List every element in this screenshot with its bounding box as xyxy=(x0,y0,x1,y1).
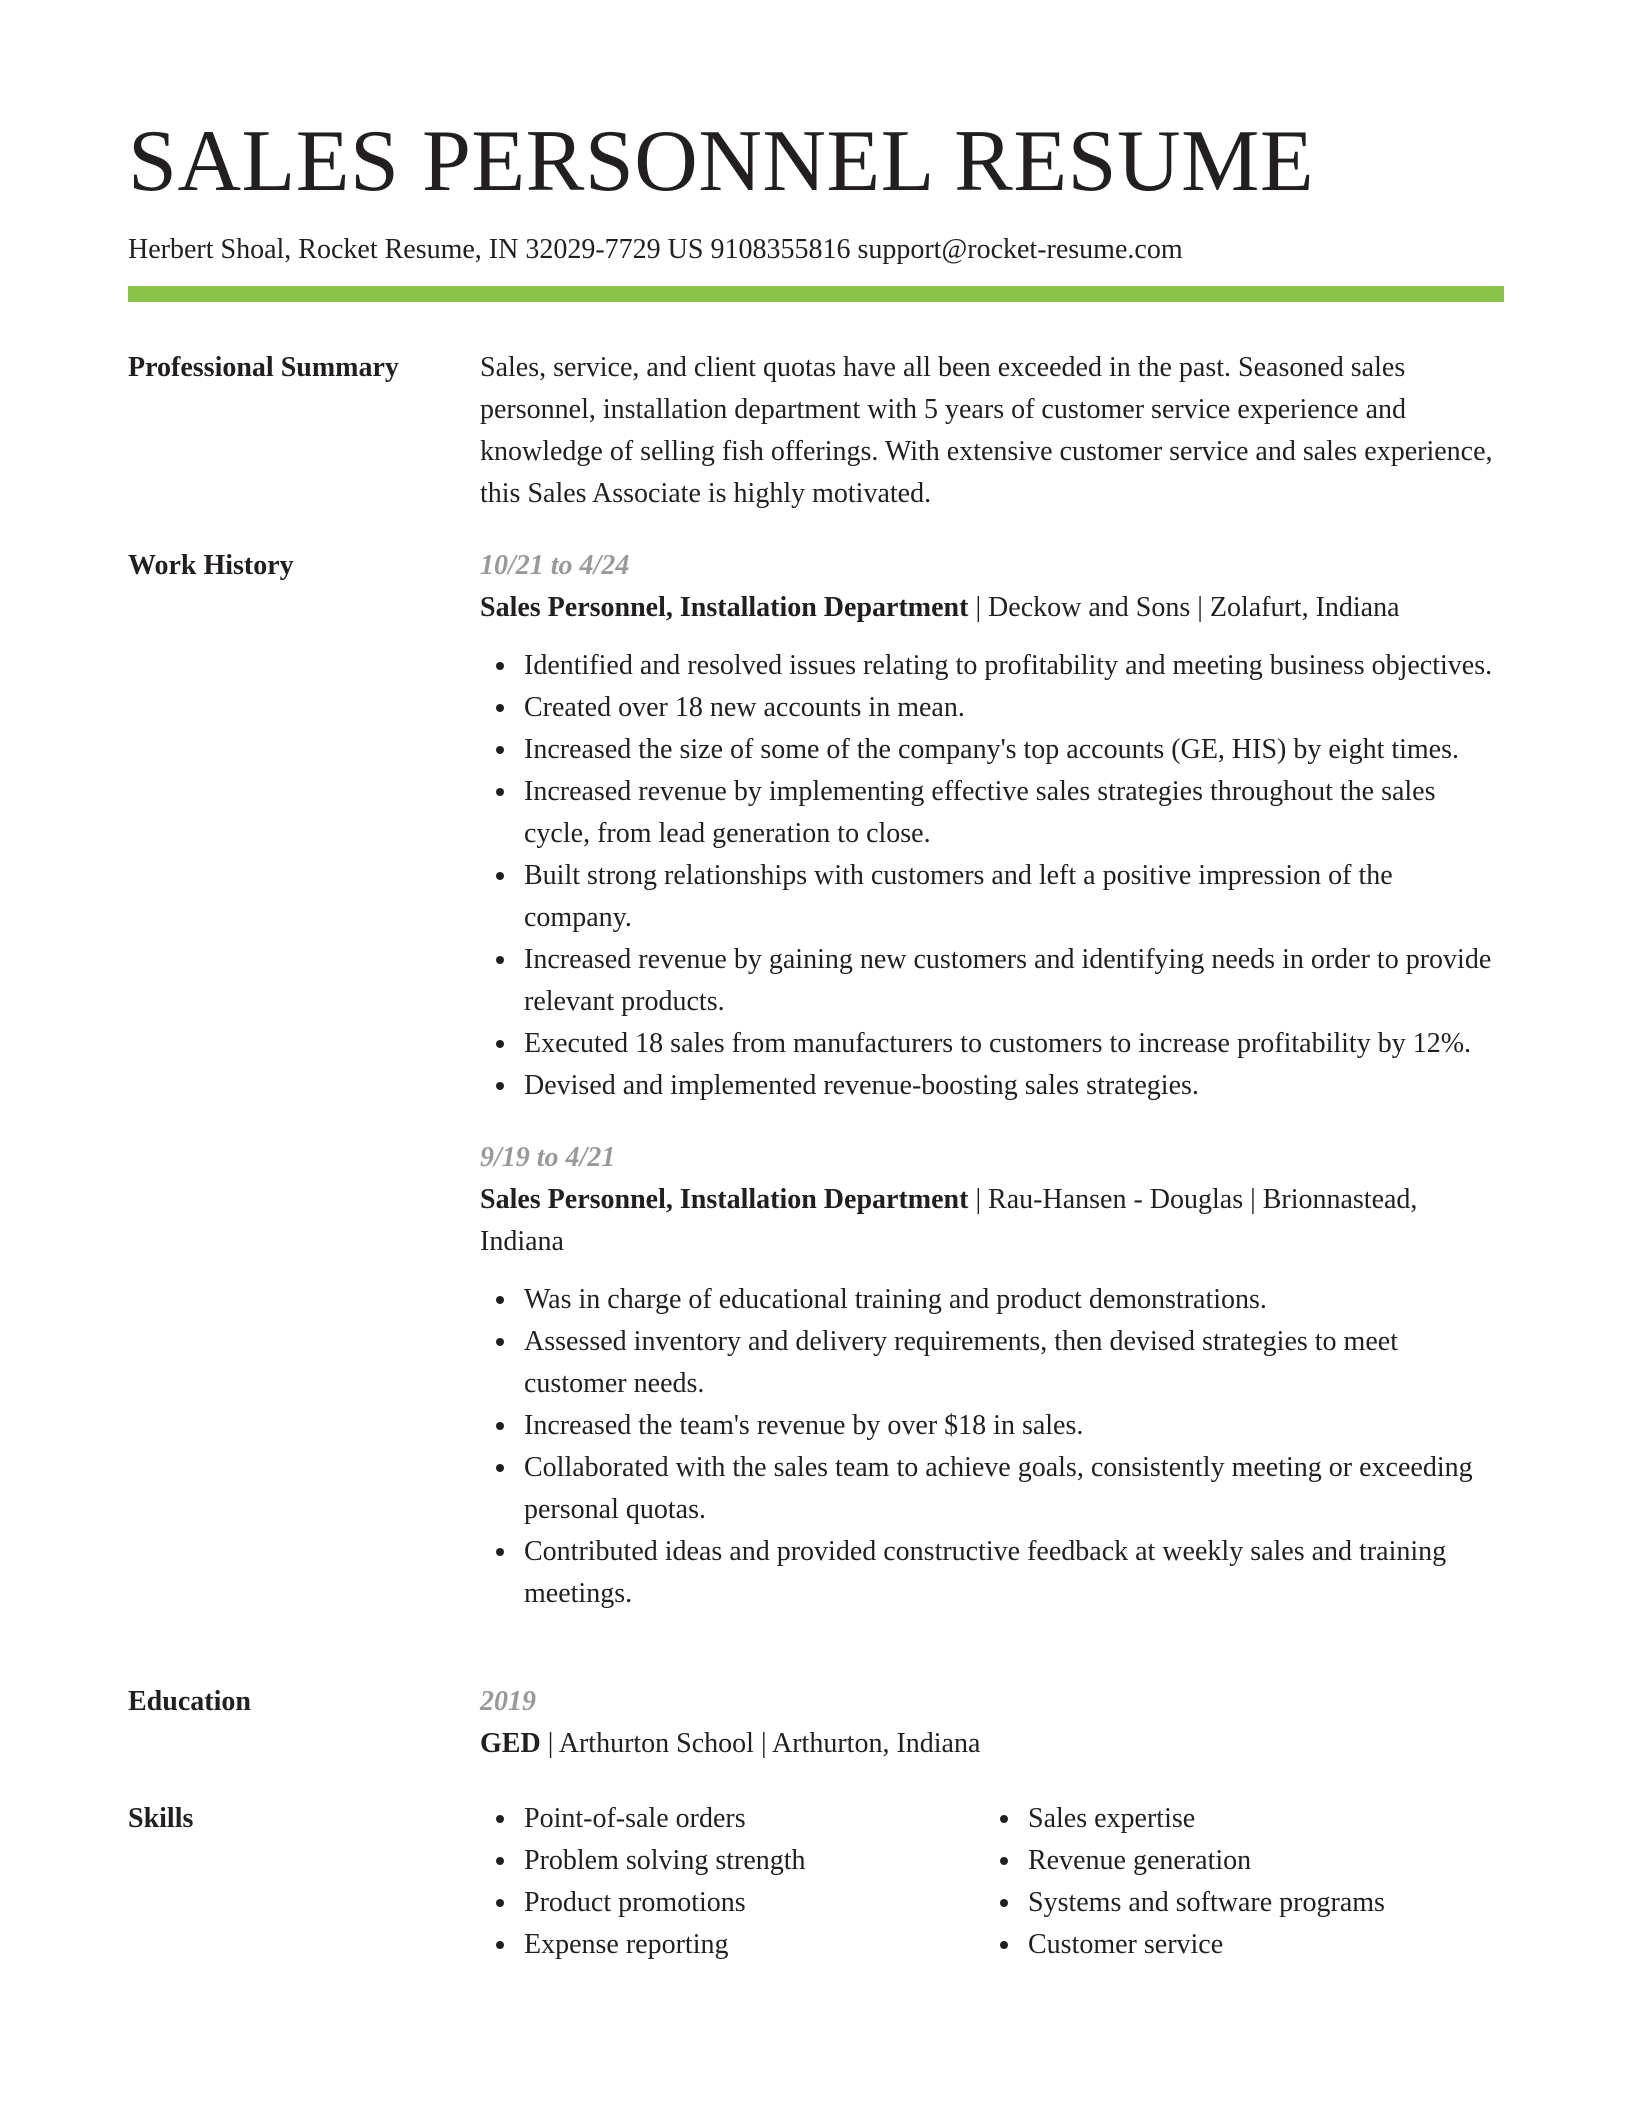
job-bullet-list xyxy=(480,645,1504,1107)
accent-divider xyxy=(128,286,1504,302)
job-heading xyxy=(480,1179,1504,1263)
job-employer-location: | Rau-Hansen - Douglas | Brionnastead, Indiana xyxy=(480,1184,1418,1257)
work-history-label: Work History xyxy=(128,550,294,581)
summary-text: Sales, service, and client quotas have all been exceeded in the past. Seasoned sales personnel, installation department with 5 years of customer service experience and knowledge of selling fish offerings. With extensive customer service and sales experience, this Sales Associate is highly motivated. xyxy=(480,352,1493,509)
job-heading xyxy=(480,587,1504,629)
resume-title: SALES PERSONNEL RESUME xyxy=(128,113,1315,210)
job-bullet: Increased revenue by implementing effective sales strategies throughout the sales cycle, from lead generation to close. xyxy=(524,771,1504,855)
summary-body xyxy=(480,347,1504,515)
skills-column-right xyxy=(984,1798,1488,1966)
job-bullet: Increased the team's revenue by over $18 in sales. xyxy=(524,1405,1504,1447)
skills-column-left xyxy=(480,1798,984,1966)
job-bullet: Contributed ideas and provided constructive feedback at weekly sales and training meetings. xyxy=(524,1531,1504,1615)
job-title: Sales Personnel, Installation Department xyxy=(480,592,969,623)
job-bullet: Collaborated with the sales team to achieve goals, consistently meeting or exceeding personal quotas. xyxy=(524,1447,1504,1531)
education-school-location: | Arthurton School | Arthurton, Indiana xyxy=(540,1728,981,1759)
job-entry xyxy=(480,545,1504,1107)
job-bullet-list xyxy=(480,1279,1504,1615)
skills-list xyxy=(480,1798,984,1966)
education-year: 2019 xyxy=(480,1686,536,1717)
job-dates: 10/21 to 4/24 xyxy=(480,550,630,581)
education-label: Education xyxy=(128,1686,251,1717)
skill-item: Systems and software programs xyxy=(1028,1882,1488,1924)
job-title: Sales Personnel, Installation Department xyxy=(480,1184,969,1215)
job-dates: 9/19 to 4/21 xyxy=(480,1142,616,1173)
job-bullet: Built strong relationships with customers and left a positive impression of the company. xyxy=(524,855,1504,939)
skill-item: Problem solving strength xyxy=(524,1840,984,1882)
skills-list xyxy=(984,1798,1488,1966)
skill-item: Revenue generation xyxy=(1028,1840,1488,1882)
contact-line: Herbert Shoal, Rocket Resume, IN 32029-7729 US 9108355816 support@rocket-resume.com xyxy=(128,234,1183,265)
education-degree: GED xyxy=(480,1728,541,1759)
job-bullet: Created over 18 new accounts in mean. xyxy=(524,687,1504,729)
skill-item: Point-of-sale orders xyxy=(524,1798,984,1840)
work-history-body xyxy=(480,545,1504,1615)
job-bullet: Devised and implemented revenue-boosting sales strategies. xyxy=(524,1065,1504,1107)
job-employer-location: | Deckow and Sons | Zolafurt, Indiana xyxy=(968,592,1400,623)
job-bullet: Increased revenue by gaining new customers and identifying needs in order to provide relevant products. xyxy=(524,939,1504,1023)
skills-body xyxy=(480,1798,1504,1966)
job-bullet: Increased the size of some of the company's top accounts (GE, HIS) by eight times. xyxy=(524,729,1504,771)
education-heading xyxy=(480,1723,1504,1765)
skills-label: Skills xyxy=(128,1803,194,1834)
job-bullet: Identified and resolved issues relating to profitability and meeting business objectives. xyxy=(524,645,1504,687)
job-bullet: Was in charge of educational training and product demonstrations. xyxy=(524,1279,1504,1321)
job-entry xyxy=(480,1137,1504,1615)
job-bullet: Assessed inventory and delivery requirements, then devised strategies to meet customer needs. xyxy=(524,1321,1504,1405)
skill-item: Product promotions xyxy=(524,1882,984,1924)
summary-label: Professional Summary xyxy=(128,352,399,383)
education-body xyxy=(480,1681,1504,1765)
job-bullet: Executed 18 sales from manufacturers to customers to increase profitability by 12%. xyxy=(524,1023,1504,1065)
skill-item: Customer service xyxy=(1028,1924,1488,1966)
skill-item: Expense reporting xyxy=(524,1924,984,1966)
skill-item: Sales expertise xyxy=(1028,1798,1488,1840)
